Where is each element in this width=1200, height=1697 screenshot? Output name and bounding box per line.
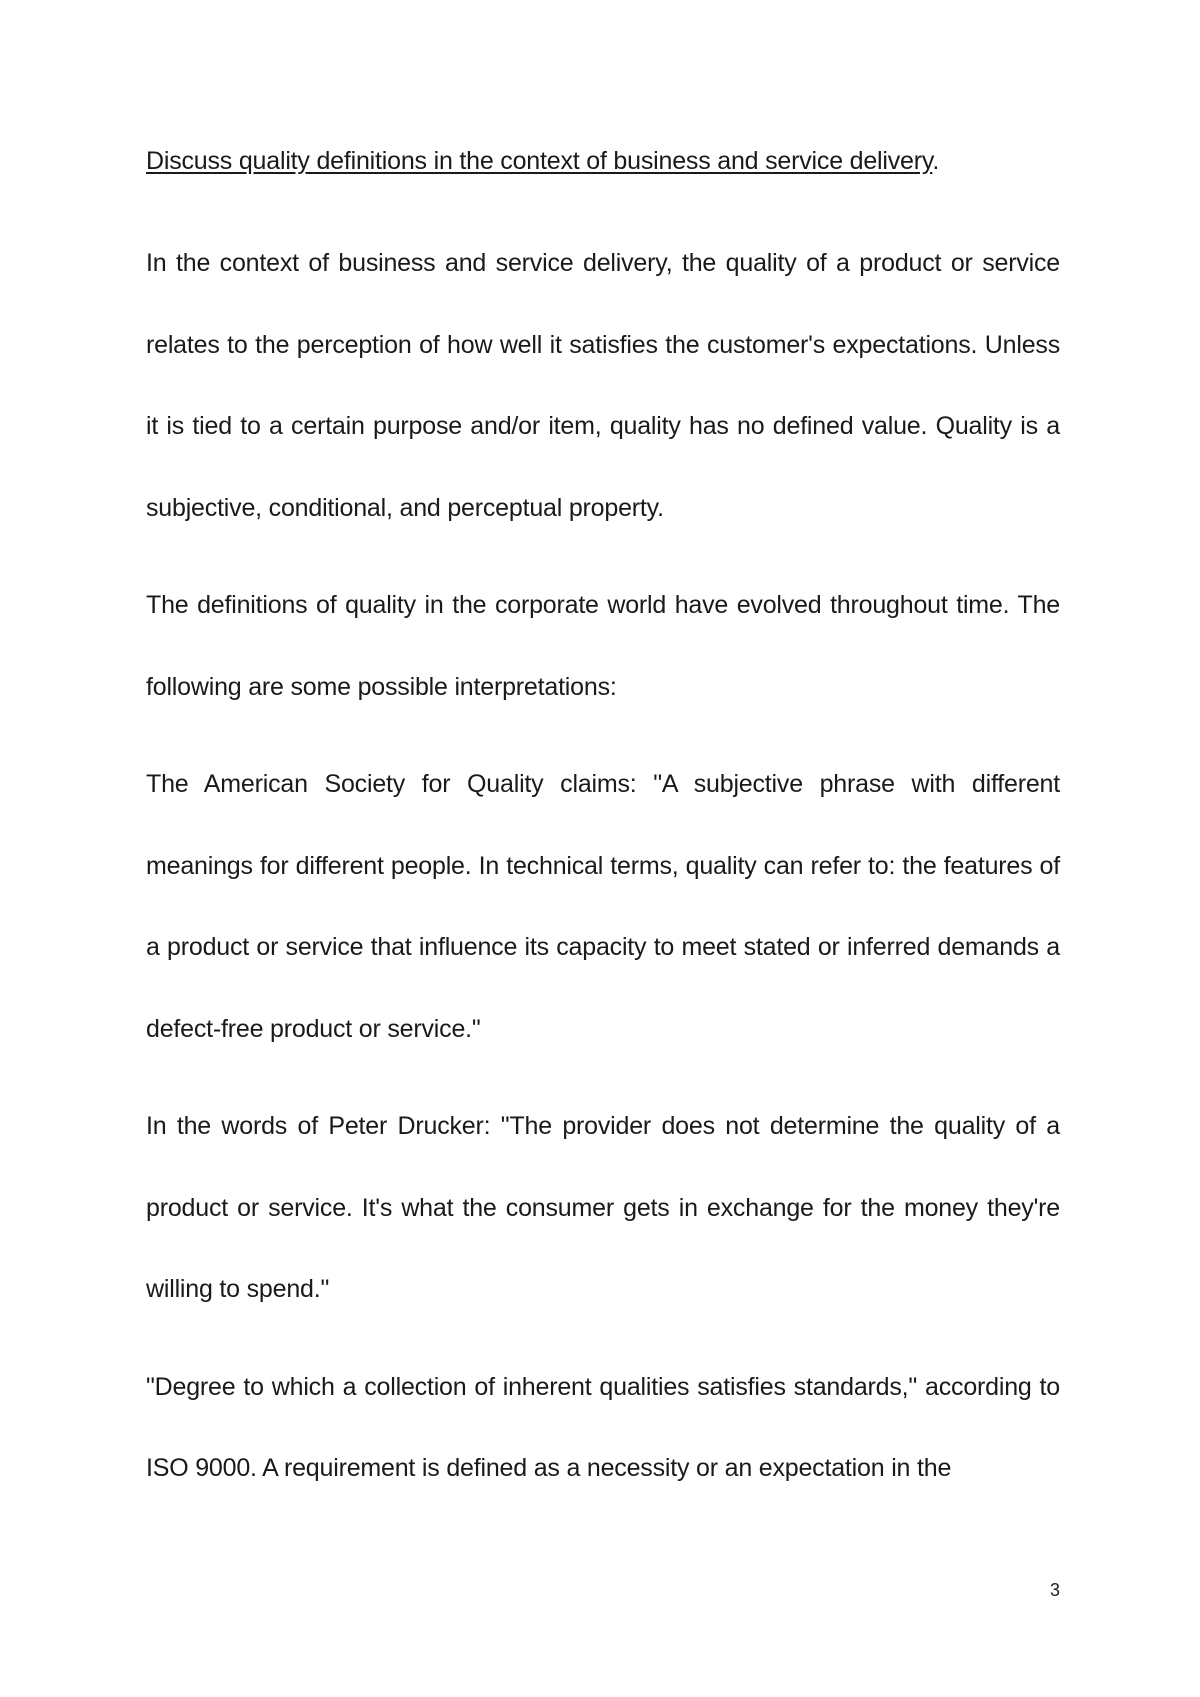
paragraph-evolving-definitions: The definitions of quality in the corporate world have evolved throughout time. The following are some possible interpretations: [146,591,1060,701]
paragraph-iso-definition: "Degree to which a collection of inherent qualities satisfies standards," according to ISO 9000. A requirement is defined as a necessity or an expectation in the [146,1372,1060,1482]
paragraph-asq-definition: The American Society for Quality claims: "A subjective phrase with different meanings for different people. In technical terms, quality can refer to: the features of a product or service that influence its capacity to meet stated or inferred demands a defect-free product or service." [146,770,1060,1043]
paragraph-drucker-definition: In the words of Peter Drucker: "The provider does not determine the quality of a product or service. It's what the consumer gets in exchange for the money they're willing to spend." [146,1112,1060,1303]
paragraph-quality-perception: In the context of business and service delivery, the quality of a product or service relates to the perception of how well it satisfies the customer's expectations. Unless it is tied to a certain purpose and/or item, quality has no defined value. Quality is a subjective, conditional, and perceptual property. [146,249,1060,522]
question-heading-period: . [932,147,940,175]
document-body [146,144,1060,1526]
question-heading [146,144,1060,178]
question-heading-text: Discuss quality definitions in the context of business and service delivery [146,147,933,175]
page-number: 3 [1049,1580,1060,1600]
